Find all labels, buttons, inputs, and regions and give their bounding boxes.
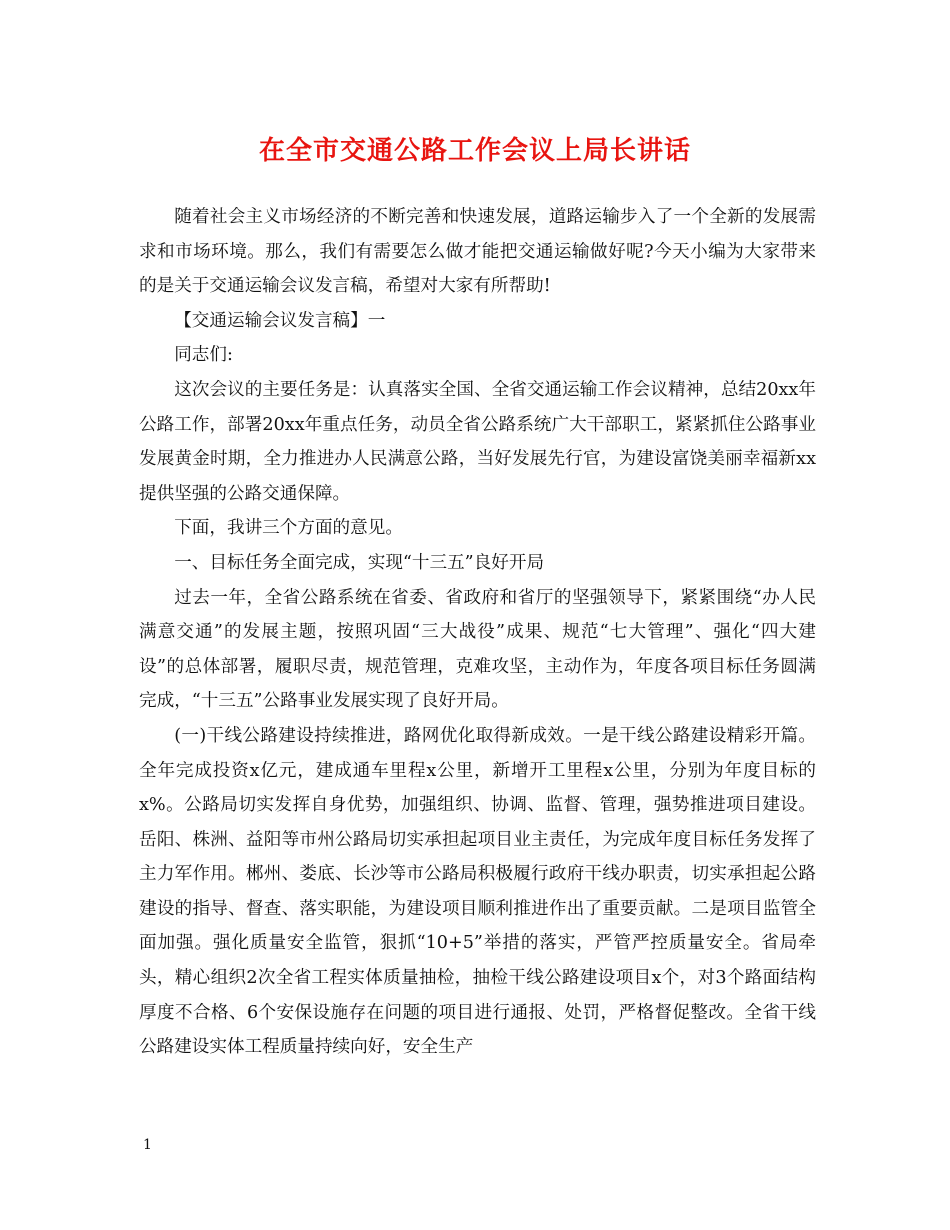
document-body	[139, 200, 816, 1065]
paragraph-three-aspects: 下面，我讲三个方面的意见。	[174, 518, 403, 539]
paragraph-intro: 随着社会主义市场经济的不断完善和快速发展，道路运输步入了一个全新的发展需求和市场环境。那么，我们有需要怎么做才能把交通运输做好呢?今天小编为大家带来的是关于交通运输会议发言稿，希望对大家有所帮助!	[139, 207, 816, 297]
section-heading-1: 一、目标任务全面完成，实现“十三五”良好开局	[174, 552, 545, 573]
paragraph-meeting-task: 这次会议的主要任务是：认真落实全国、全省交通运输工作会议精神，总结20xx年公路工作，部署20xx年重点任务，动员全省公路系统广大干部职工，紧紧抓住公路事业发展黄金时期，全力推进办人民满意公路，当好发展先行官，为建设富饶美丽幸福新xx提供坚强的公路交通保障。	[139, 379, 816, 504]
paragraph-trunk-roads: (一)干线公路建设持续推进，路网优化取得新成效。一是干线公路建设精彩开篇。全年完成投资x亿元，建成通车里程x公里，新增开工里程x公里，分别为年度目标的x%。公路局切实发挥自身优势，加强组织、协调、监督、管理，强势推进项目建设。岳阳、株洲、益阳等市州公路局切实承担起项目业主责任，为完成年度目标任务发挥了主力军作用。郴州、娄底、长沙等市公路局积极履行政府干线办职责，切实承担起公路建设的指导、督查、落实职能，为建设项目顺利推进作出了重要贡献。二是项目监管全面加强。强化质量安全监管，狠抓“10+5”举措的落实，严管严控质量安全。省局牵头，精心组织2次全省工程实体质量抽检，抽检干线公路建设项目x个，对3个路面结构厚度不合格、6个安保设施存在问题的项目进行通报、处罚，严格督促整改。全省干线公路建设实体工程质量持续向好，安全生产	[139, 725, 816, 1058]
document-title: 在全市交通公路工作会议上局长讲话	[258, 136, 691, 166]
page-number: 1	[143, 1137, 152, 1153]
paragraph-past-year: 过去一年，全省公路系统在省委、省政府和省厅的坚强领导下，紧紧围绕“办人民满意交通”的发展主题，按照巩固“三大战役”成果、规范“七大管理”、强化“四大建设”的总体部署，履职尽责，规范管理，克难攻坚，主动作为，年度各项目标任务圆满完成，“十三五”公路事业发展实现了良好开局。	[139, 587, 816, 712]
paragraph-salutation: 同志们:	[174, 345, 233, 366]
paragraph-heading-speech: 【交通运输会议发言稿】一	[174, 310, 386, 331]
